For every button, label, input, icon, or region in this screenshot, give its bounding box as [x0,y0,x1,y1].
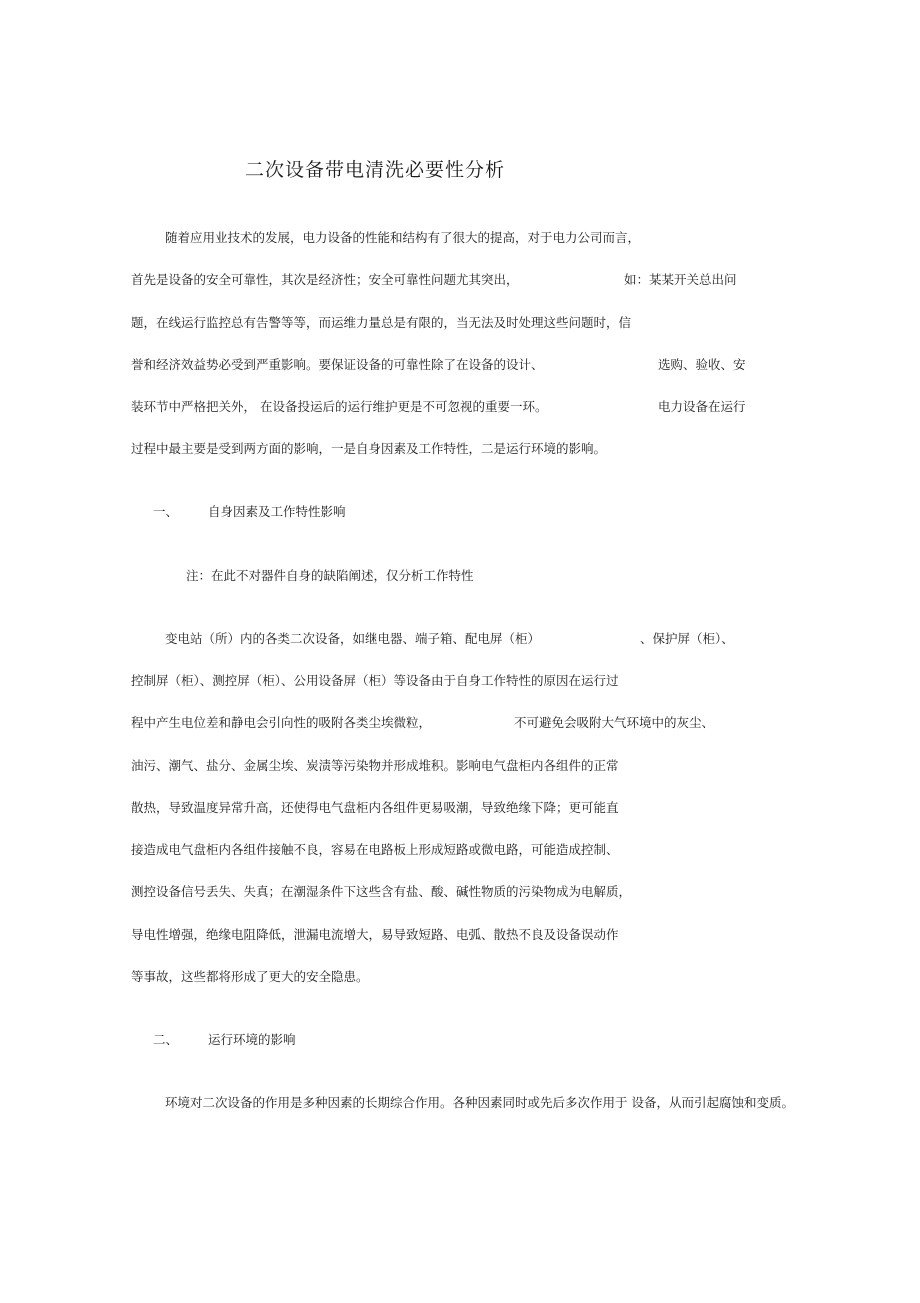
s1-line-9: 等事故，这些都将形成了更大的安全隐患。 [131,969,369,984]
section1-note: 注：在此不对器件自身的缺陷阐述，仅分析工作特性 [186,568,474,583]
intro-line-4b: 选购、验收、安 [658,357,746,372]
intro-line-4a: 誉和经济效益势必受到严重影响。要保证设备的可靠性除了在设备的设计、 [131,357,544,372]
intro-line-5a: 装环节中严格把关外， 在设备投运后的运行维护更是不可忽视的重要一环。 [131,399,548,414]
s1-line-5: 散热，导致温度异常升高，还使得电气盘柜内各组件更易吸潮，导致绝缘下降；更可能直 [131,800,619,815]
s1-line-6: 接造成电气盘柜内各组件接触不良，容易在电路板上形成短路或微电路，可能造成控制、 [131,842,619,857]
s2-line-1: 环境对二次设备的作用是多种因素的长期综合作用。各种因素同时或先后多次作用于 设备，从而引起腐蚀和变质。 [165,1095,794,1110]
intro-line-2a: 首先是设备的安全可靠性，其次是经济性；安全可靠性问题尤其突出， [131,272,519,287]
s1-line-1b: 、保护屏（柜）、 [640,631,734,646]
intro-line-1: 随着应用业技术的发展，电力设备的性能和结构有了很大的提高，对于电力公司而言， [165,230,641,245]
section1-heading: 自身因素及工作特性影响 [208,504,346,519]
section2-number: 二、 [153,1032,179,1047]
section2-heading: 运行环境的影响 [208,1032,296,1047]
s1-line-2: 控制屏（柜）、测控屏（柜）、公用设备屏（柜）等设备由于自身工作特性的原因在运行过 [131,673,619,688]
intro-line-6: 过程中最主要是受到两方面的影响，一是自身因素及工作特性，二是运行环境的影响。 [131,441,607,456]
s1-line-1a: 变电站（所）内的各类二次设备，如继电器、端子箱、配电屏（柜） [165,631,541,646]
s1-line-7: 测控设备信号丢失、失真；在潮湿条件下这些含有盐、酸、碱性物质的污染物成为电解质， [131,884,632,899]
s1-line-3a: 程中产生电位差和静电会引向性的吸附各类尘埃微粒， [131,715,432,730]
intro-line-3: 题，在线运行监控总有告警等等，而运维力量总是有限的，当无法及时处理这些问题时，信 [131,315,632,330]
section1-number: 一、 [153,504,179,519]
s1-line-4: 油污、潮气、盐分、金属尘埃、炭渍等污染物并形成堆积。影响电气盘柜内各组件的正常 [131,758,619,773]
s1-line-8: 导电性增强，绝缘电阻降低，泄漏电流增大，易导致短路、电弧、散热不良及设备误动作 [131,927,619,942]
intro-line-2b: 如：某某开关总出问 [624,272,737,287]
s1-line-3b: 不可避免会吸附大气环境中的灰尘、 [514,715,715,730]
intro-line-5b: 电力设备在运行 [658,399,746,414]
document-title: 二次设备带电清洗必要性分析 [245,159,506,181]
